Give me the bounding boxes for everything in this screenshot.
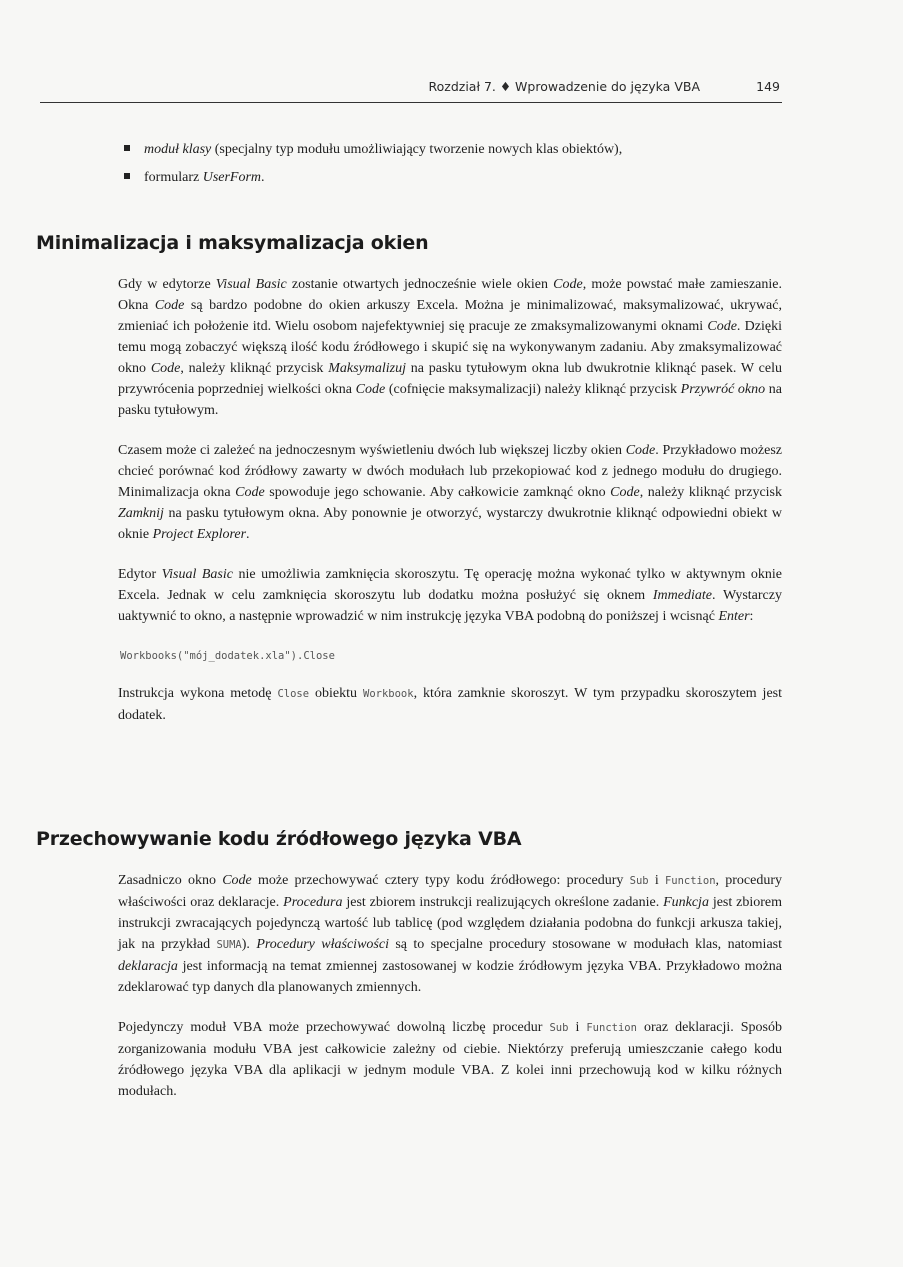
bullet-square-icon (124, 145, 130, 151)
bullet-list (124, 142, 784, 198)
paragraph: Edytor Visual Basic nie umożliwia zamknięcia skoroszytu. Tę operację można wykonać tylko w aktywnym oknie Excela. Jednak w celu zamknięcia skoroszytu lub dodatku można posłużyć się oknem Immediate. Wystarczy uaktywnić to okno, a następnie wprowadzić w nim instrukcję języka VBA podobną do poniższej i wcisnąć Enter: (118, 567, 782, 624)
paragraph: Zasadniczo okno Code może przechowywać cztery typy kodu źródłowego: procedury Sub i Function, procedury właściwości oraz deklaracje. Procedura jest zbiorem instrukcji realizujących określone zadanie. Funkcja jest zbiorem instrukcji zwracających pojedynczą wartość lub tablicę (pod względem działania podobna do funkcji arkusza takiej, jak na przykład SUMA). Procedury właściwości są to specjalne procedury stosowane w modułach klas, natomiast deklaracja jest informacją na temat zmiennej zastosowanej w kodzie źródłowym języka VBA. Przykładowo można zdeklarować typ danych dla planowanych zmiennych. (118, 873, 783, 995)
code-listing: Workbooks("mój_dodatek.xla").Close (120, 650, 335, 662)
page-number: 149 (756, 79, 780, 94)
section-body (118, 274, 782, 745)
section-body (118, 870, 782, 1121)
list-item: moduł klasy (specjalny typ modułu umożliwiający tworzenie nowych klas obiektów), (124, 142, 784, 170)
bullet-square-icon (124, 173, 130, 179)
header-rule (40, 102, 782, 103)
paragraph: Instrukcja wykona metodę Close obiektu Workbook, która zamknie skoroszyt. W tym przypadku skoroszytem jest dodatek. (118, 686, 782, 723)
section-heading: Przechowywanie kodu źródłowego języka VBA (36, 828, 522, 850)
list-item: formularz UserForm. (124, 170, 784, 198)
running-header (40, 79, 780, 99)
paragraph: Pojedynczy moduł VBA może przechowywać dowolną liczbę procedur Sub i Function oraz deklaracji. Sposób zorganizowania modułu VBA jest całkowicie zależny od ciebie. Niektórzy preferują umieszczanie całego kodu źródłowego języka VBA dla aplikacji w jednym module VBA. Z kolei inni przechowują kod w kilku różnych modułach. (118, 1020, 783, 1099)
section-heading: Minimalizacja i maksymalizacja okien (36, 232, 429, 254)
paragraph: Gdy w edytorze Visual Basic zostanie otwartych jednocześnie wiele okien Code, może powstać małe zamieszanie. Okna Code są bardzo podobne do okien arkuszy Excela. Można je minimalizować, maksymalizować, ukrywać, zmieniać ich położenie itd. Wielu osobom najefektywniej się pracuje ze zmaksymalizowanymi oknami Code. Dzięki temu mogą zobaczyć większą ilość kodu źródłowego i skupić się na wykonywanym zadaniu. Aby zmaksymalizować okno Code, należy kliknąć przycisk Maksymalizuj na pasku tytułowym okna lub dwukrotnie kliknąć pasek. W celu przywrócenia poprzedniej wielkości okna Code (cofnięcie maksymalizacji) należy kliknąć przycisk Przywróć okno na pasku tytułowym. (118, 277, 783, 418)
term: UserForm (202, 170, 262, 185)
paragraph: Czasem może ci zależeć na jednoczesnym wyświetleniu dwóch lub większej liczby okien Code. Przykładowo możesz chcieć porównać kod źródłowy zawarty w dwóch modułach lub przekopiować kod z jednego modułu do drugiego. Minimalizacja okna Code spowoduje jego schowanie. Aby całkowicie zamknąć okno Code, należy kliknąć przycisk Zamknij na pasku tytułowym okna. Aby ponownie je otworzyć, wystarczy dwukrotnie kliknąć odpowiedni obiekt w oknie Project Explorer. (118, 443, 782, 542)
chapter-title: Rozdział 7. ♦ Wprowadzenie do języka VBA (428, 79, 700, 94)
term: moduł klasy (144, 142, 212, 157)
